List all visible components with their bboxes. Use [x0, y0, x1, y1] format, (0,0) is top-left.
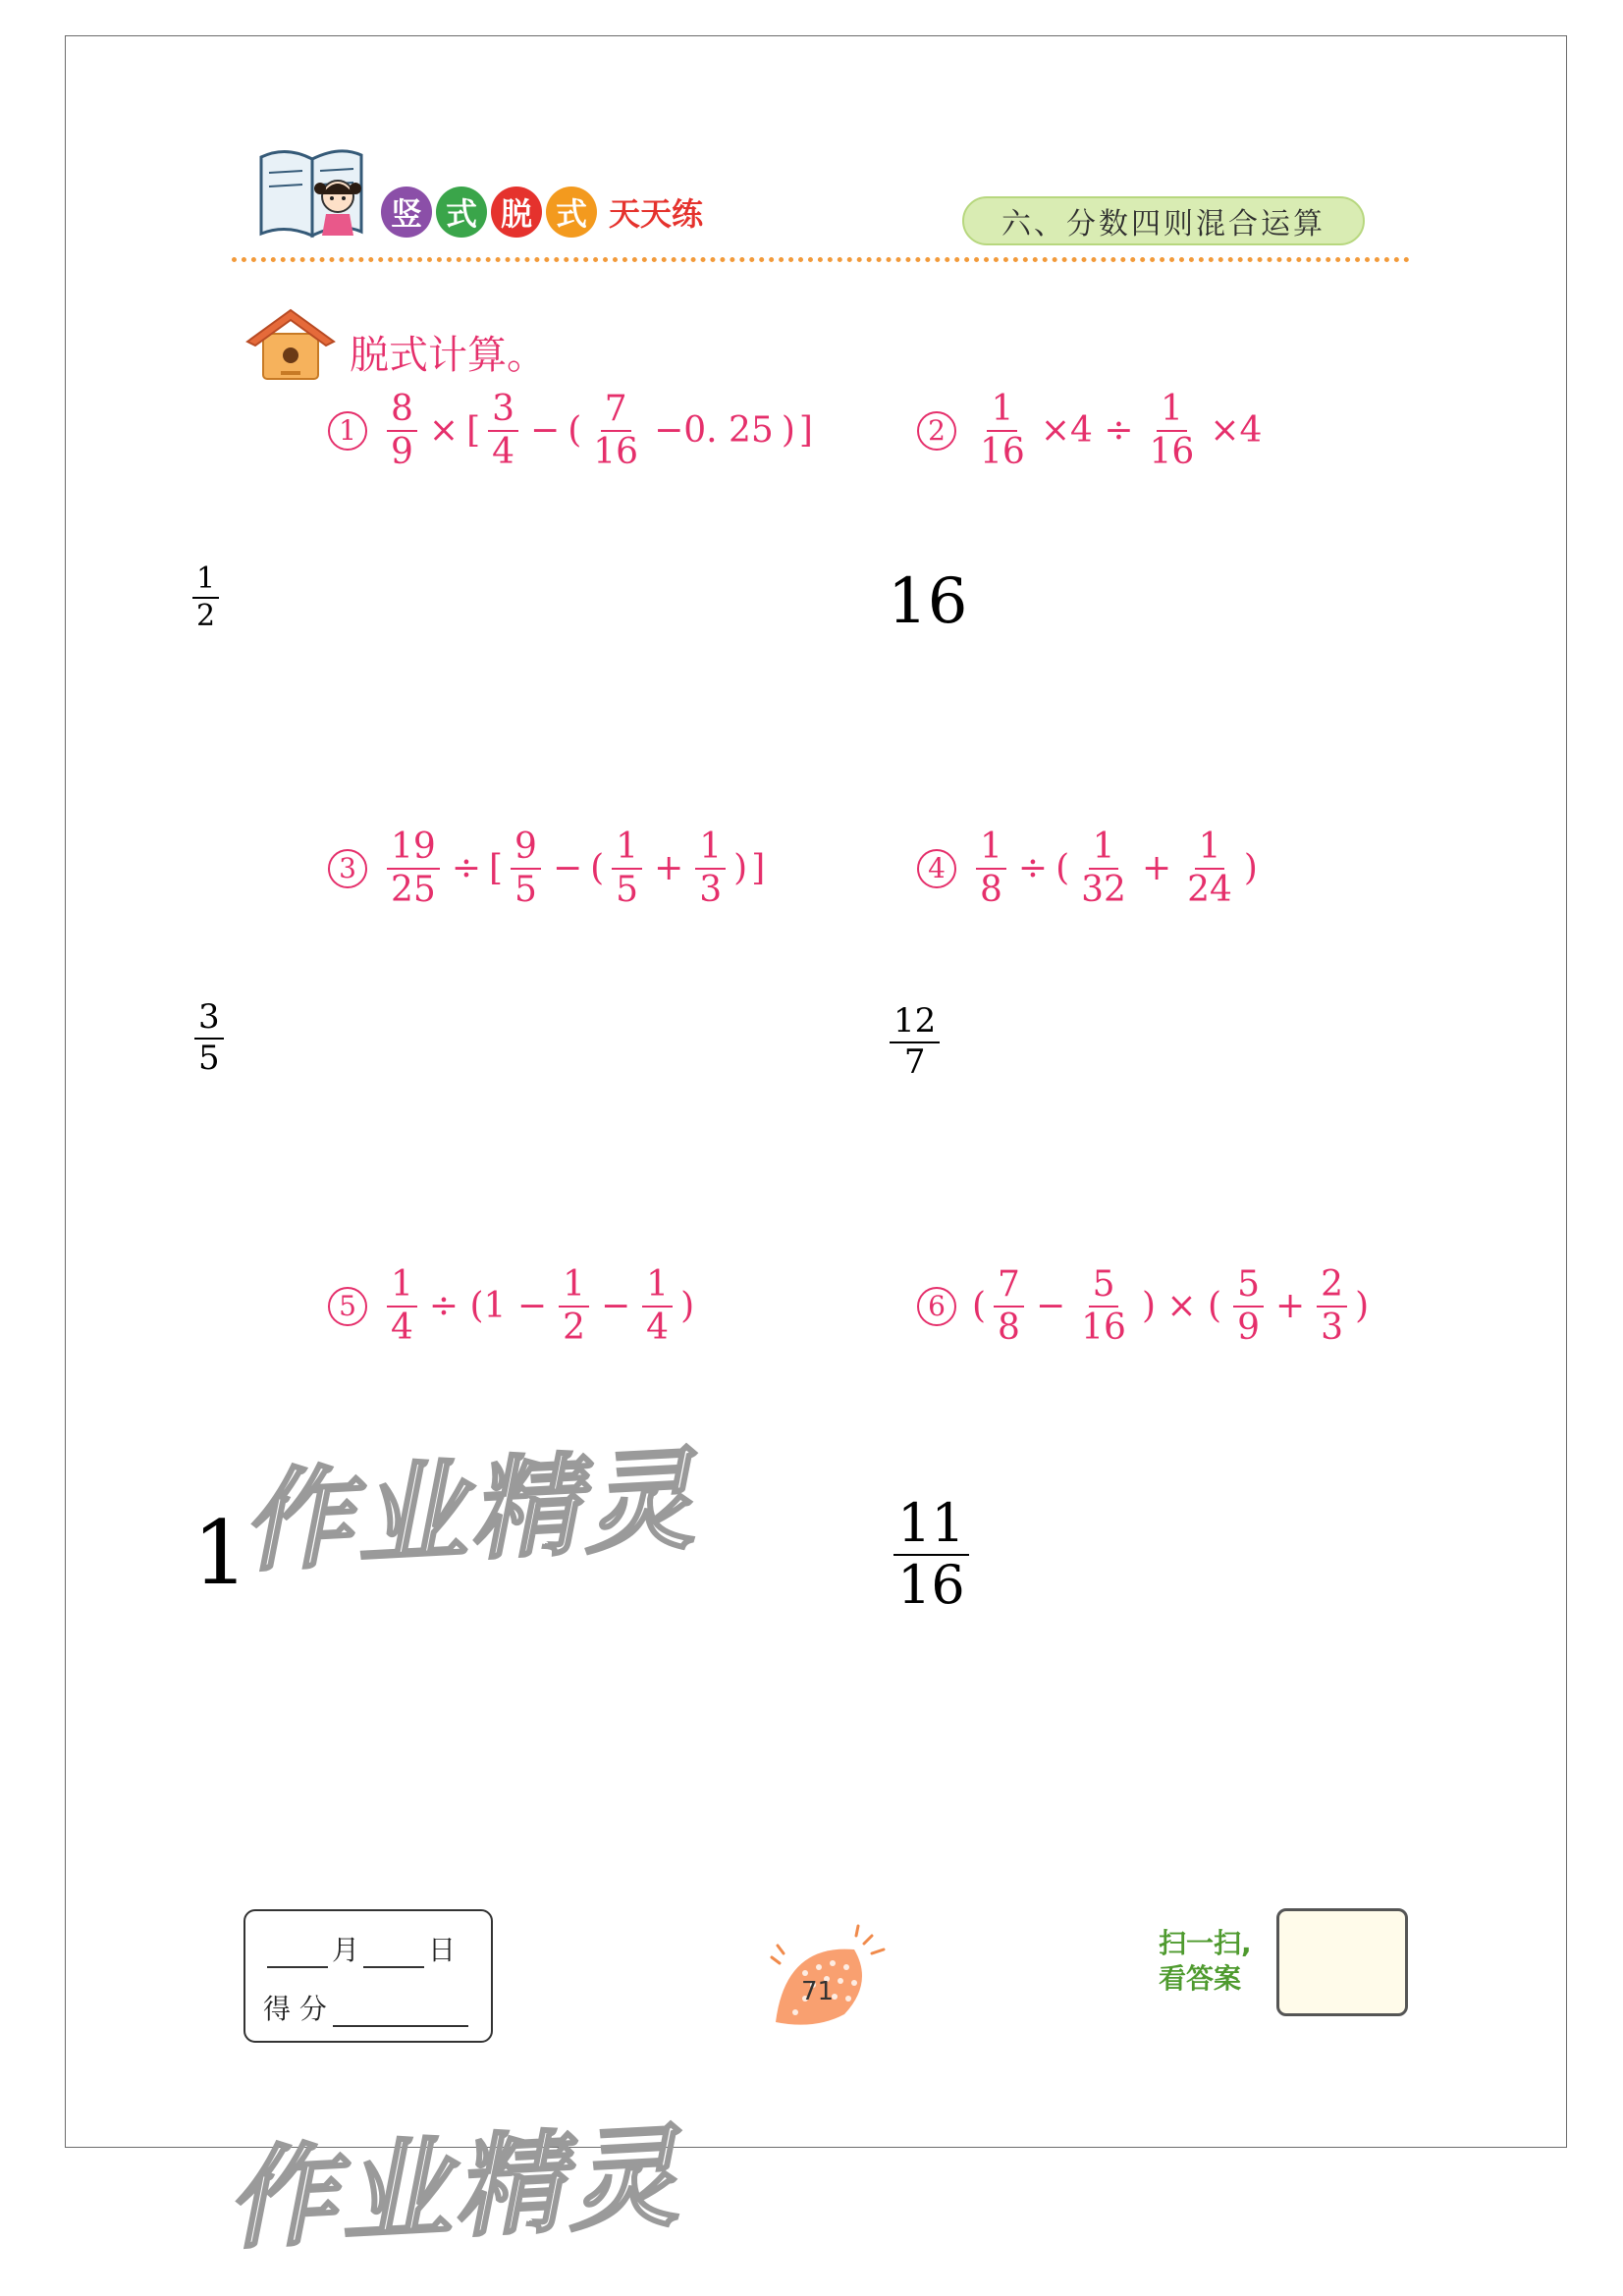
problem-4	[917, 828, 1260, 909]
page-number: 71	[801, 1977, 835, 2006]
paren: (	[568, 410, 582, 452]
book-girl-icon	[251, 137, 379, 245]
answer-4: $\frac{12}{7}$	[884, 1001, 946, 1080]
problem-5	[328, 1266, 696, 1347]
operator: ÷ (1 −	[428, 1286, 548, 1327]
problem-number: 5	[328, 1287, 367, 1326]
problem-number: 6	[917, 1287, 956, 1326]
answer-3: $\frac{3}{5}$	[189, 997, 230, 1076]
scan-line-2: 看答案	[1159, 1962, 1242, 1996]
bracket: ]	[798, 410, 813, 452]
date-line	[263, 1929, 456, 1968]
scan-answer-text	[1159, 1926, 1276, 1998]
series-title	[381, 187, 703, 238]
fraction: $\frac{7}{16}$	[593, 389, 639, 472]
series-char-4: 式	[546, 187, 597, 238]
operator: ×4 ÷	[1040, 410, 1134, 452]
fraction: $\frac{1}{3}$	[695, 828, 726, 909]
day-blank[interactable]	[363, 1939, 424, 1968]
watermark: 作业精灵	[239, 1435, 701, 1588]
problem-number: 1	[328, 411, 367, 451]
fraction: $\frac{1}{16}$	[980, 389, 1025, 472]
paren: (	[972, 1286, 987, 1327]
operator: −	[530, 410, 561, 452]
bracket: [	[466, 410, 481, 452]
watermark: 作业精灵	[223, 2112, 685, 2266]
fraction: $\frac{1}{4}$	[387, 1266, 417, 1347]
bracket: ]	[751, 848, 766, 889]
paren: )	[733, 848, 748, 889]
operator: +	[1274, 1286, 1306, 1327]
scan-line-1: 扫一扫,	[1159, 1927, 1252, 1959]
fraction: $\frac{1}{2}$	[559, 1266, 589, 1347]
paren: (	[1055, 848, 1070, 889]
paren: )	[781, 410, 795, 452]
operator: −	[552, 848, 583, 889]
operator: ) × (	[1141, 1286, 1222, 1327]
fraction: $\frac{1}{16}$	[1149, 389, 1195, 472]
score-blank[interactable]	[333, 1998, 468, 2027]
bracket: [	[488, 848, 504, 889]
day-label: 日	[428, 1934, 457, 1966]
problem-6	[917, 1266, 1371, 1347]
score-label: 得 分	[263, 1993, 327, 2025]
instruction-text: 脱式计算。	[350, 333, 546, 378]
problem-number: 4	[917, 849, 956, 888]
score-line	[263, 1988, 468, 2027]
series-char-1: 竖	[381, 187, 432, 238]
header-divider	[232, 257, 1410, 262]
fraction: $\frac{1}{8}$	[976, 828, 1006, 909]
answer-1: $\frac{1}{2}$	[187, 561, 225, 631]
operator: −	[1035, 1286, 1066, 1327]
series-tail: 天天练	[609, 195, 704, 233]
month-label: 月	[332, 1934, 360, 1966]
operator: ÷	[1017, 848, 1049, 889]
fraction: $\frac{5}{16}$	[1081, 1264, 1126, 1348]
page-number-badge	[766, 1924, 893, 2032]
fraction: $\frac{7}{8}$	[994, 1266, 1024, 1347]
operator: ×4	[1210, 410, 1263, 452]
fraction: $\frac{5}{9}$	[1233, 1266, 1264, 1347]
problem-1	[328, 391, 815, 471]
fraction: $\frac{1}{24}$	[1187, 827, 1232, 910]
series-char-3: 脱	[491, 187, 542, 238]
operator: ×	[428, 410, 460, 452]
paren: )	[1355, 1286, 1370, 1327]
month-blank[interactable]	[267, 1939, 328, 1968]
problem-2	[917, 391, 1268, 471]
paren: )	[680, 1286, 695, 1327]
series-char-2: 式	[436, 187, 487, 238]
paren: (	[590, 848, 605, 889]
problem-number: 2	[917, 411, 956, 451]
answer-6: $\frac{11}{16}$	[888, 1492, 975, 1613]
qr-code-placeholder[interactable]	[1276, 1908, 1408, 2016]
problem-3	[328, 828, 767, 909]
fraction: $\frac{2}{3}$	[1317, 1266, 1347, 1347]
fraction: $\frac{1}{5}$	[612, 828, 642, 909]
operator: −0. 25	[654, 410, 774, 452]
fraction: $\frac{19}{25}$	[387, 828, 440, 909]
fraction: $\frac{9}{5}$	[511, 828, 541, 909]
operator: +	[1141, 848, 1172, 889]
chapter-title: 六、分数四则混合运算	[962, 196, 1365, 245]
problem-number: 3	[328, 849, 367, 888]
operator: −	[600, 1286, 631, 1327]
paren: )	[1243, 848, 1258, 889]
answer-2: 16	[888, 565, 968, 638]
fraction: $\frac{8}{9}$	[387, 391, 417, 471]
birdhouse-icon	[242, 304, 340, 383]
answer-5: 1	[192, 1502, 249, 1605]
operator: ÷	[451, 848, 481, 889]
fraction: $\frac{1}{4}$	[642, 1266, 673, 1347]
fraction: $\frac{1}{32}$	[1081, 827, 1126, 910]
fraction: $\frac{3}{4}$	[488, 391, 518, 471]
date-score-box	[243, 1909, 493, 2043]
operator: +	[654, 848, 684, 889]
